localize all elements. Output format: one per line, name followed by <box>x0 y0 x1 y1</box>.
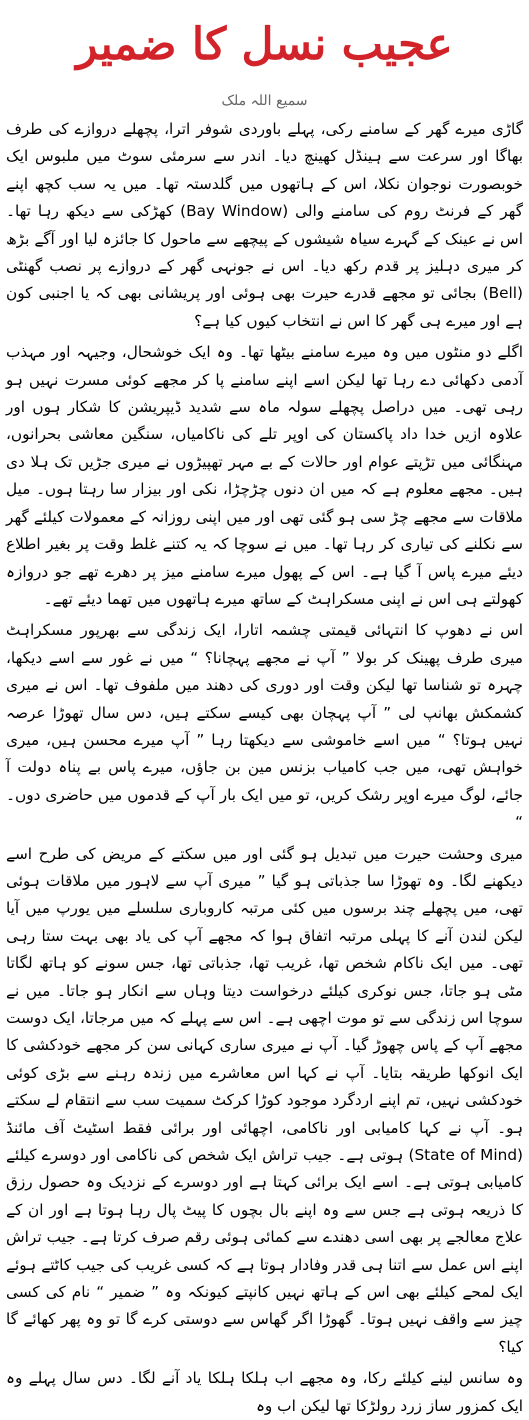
article-title: عجیب نسل کا ضمیر <box>76 19 453 70</box>
paragraph-3: اس نے دھوپ کا انتہائی قیمتی چشمہ اتارا، ایک زندگی سے بھرپور مسکراہٹ میری طرف پھینک کر بولا ” آپ نے مجھے پہچانا؟ “ میں نے غور سے اسے دیکھا، چہرہ تو شناسا تھا لیکن وقت اور دوری کی دھند میں ملفوف تھا۔ اس نے میری کشمکش بھانپ لی ” آپ پہچان بھی کیسے سکتے ہیں، دس سال تھوڑا عرصہ نہیں ہوتا؟ “ میں اسے خاموشی سے دیکھتا رہا ” آپ میرے محسن ہیں، میری خواہش تھی، میں جب کامیاب بزنس مین بن جاؤں، میرے پاس بے پناہ دولت آ جائے، لوگ میرے اوپر رشک کریں، تو میں ایک بار آپ کے قدموں میں حاضری دوں۔ “ <box>6 621 523 832</box>
paragraph-2: اگلے دو منٹوں میں وہ میرے سامنے بیٹھا تھا۔ وہ ایک خوشحال، وجیہہ اور مہذب آدمی دکھائی دے رہا تھا لیکن اسے اپنے سامنے پا کر مجھے کوئی مسرت نہیں ہو رہی تھی۔ میں دراصل پچھلے سولہ ماہ سے شدید ڈیپریشن کا شکار ہوں اور علاوہ ازیں خدا داد پاکستان کی اوپر تلے کی ناکامیاں، سنگین معاشی بحرانوں، مہنگائی میں تڑپتے عوام اور حالات کے بے مہر تھپیڑوں نے میری جڑیں تک ہلا دی ہیں۔ مجھے معلوم ہے کہ میں ان دنوں چڑچڑا، نکی اور بیزار سا رہتا ہوں۔ میل ملاقات سے مجھے چڑ سی ہو گئی تھی اور میں اپنی روزانہ کے معمولات کیلئے گھر سے نکلنے کی تیاری کر رہا تھا۔ میں نے سوچا کہ یہ کتنے غلط وقت پر بغیر اطلاع دیئے میرے پاس آ گیا ہے۔ اس کے پھول میرے سامنے میز پر دھرے تھے جو دروازہ کھولتے ہی اس نے اپنی مسکراہٹ کے ساتھ میرے ہاتھوں میں تھما دیئے تھے۔ <box>6 343 523 608</box>
author-name: سمیع اللہ ملک <box>221 93 308 109</box>
paragraph-4: میری وحشت حیرت میں تبدیل ہو گئی اور میں سکتے کے مریض کی طرح اسے دیکھنے لگا۔ وہ تھوڑا سا جذباتی ہو گیا ” میری آپ سے لاہور میں ملاقات ہوئی تھی، میں پچھلے چند برسوں میں کئی مرتبہ کاروباری سلسلے میں یورپ میں آیا لیکن لندن آنے کا پہلی مرتبہ اتفاق ہوا کہ مجھے آپ کی یاد بھی بہت ستا رہی تھی۔ میں ایک ناکام شخص تھا، غریب تھا، جذباتی تھا، جس سونے کو ہاتھ لگاتا مٹی ہو جاتا، جس نوکری کیلئے درخواست دیتا وہاں سے انکار ہو جاتا۔ میں نے سوچا اس زندگی سے تو موت اچھی ہے۔ اس سے پہلے کہ میں مرجاتا، ایک دوست مجھے آپ کے پاس چھوڑ گیا۔ آپ نے میری ساری کہانی سن کر مجھے خودکشی کا ایک انوکھا طریقہ بتایا۔ آپ نے کہا اس معاشرے میں زندہ رہنے سے بڑی کوئی خودکشی نہیں، تم اپنے اردگرد موجود کوڑا کرکٹ سمیت سب سے انتقام لے سکتے ہو۔ آپ نے کہا کامیابی اور ناکامی، اچھائی اور برائی فقط اسٹیٹ آف مائنڈ (State of Mind) ہوتی ہے۔ جیب تراش ایک شخص کی ناکامی اور دوسرے کیلئے کامیابی ہوتی ہے۔ اسے ایک برائی کہتا ہے اور دوسرے کے نزدیک وہ حصول رزق کا ذریعہ ہوتی ہے جس سے وہ اپنے بال بچوں کا پیٹ پال رہا ہوتا ہے اور ان کے علاج معالجے پر بھی اسی دھندے سے کمائی ہوئی رقم صرف کرتا ہے۔ جیب تراش اپنے اس عمل سے اتنا ہی قدر وفادار ہوتا ہے کہ کسی غریب کی جیب کاٹتے ہوئے ایک لمحے کیلئے بھی اس کے ہاتھ نہیں کانپتے کیونکہ وہ ” ضمیر “ نام کی کسی چیز سے واقف نہیں ہوتا۔ گھوڑا اگر گھاس سے دوستی کرے گا تو وہ پھر کھائے گا کیا؟ <box>6 844 523 1356</box>
paragraph-1: گاڑی میرے گھر کے سامنے رکی، پہلے باوردی شوفر اترا، پچھلے دروازے کی طرف بھاگا اور سرعت سے ہینڈل کھینچ دیا۔ اندر سے سرمئی سوٹ میں ملبوس ایک خوبصورت نوجوان نکلا، اس کے ہاتھوں میں گلدستہ تھا۔ میں یہ سب کچھ اپنے گھر کے فرنٹ روم کی سامنے والی (Bay Window) کھڑکی سے دیکھ رہا تھا۔ اس نے عینک کے گہرے سیاہ شیشوں کے پیچھے سے ماحول کا جائزہ لیا اور آگے بڑھ کر میری دہلیز پر قدم رکھ دیا۔ اس نے جونہی گھر کے دروازے پر نصب گھنٹی (Bell) بجائی تو مجھے قدرے حیرت بھی ہوئی اور پریشانی بھی کہ یا اجنبی کون ہے اور میرے ہی گھر کا اس نے انتخاب کیوں کیا ہے؟ <box>6 120 523 330</box>
title-area <box>6 0 523 90</box>
byline-area <box>6 90 523 112</box>
paragraph-5: وہ سانس لینے کیلئے رکا، وہ مجھے اب ہلکا ہلکا یاد آنے لگا۔ دس سال پہلے وہ ایک کمزور ساز زرد رولڑکا تھا لیکن اب وہ <box>6 1369 523 1415</box>
article-body <box>6 116 523 1420</box>
